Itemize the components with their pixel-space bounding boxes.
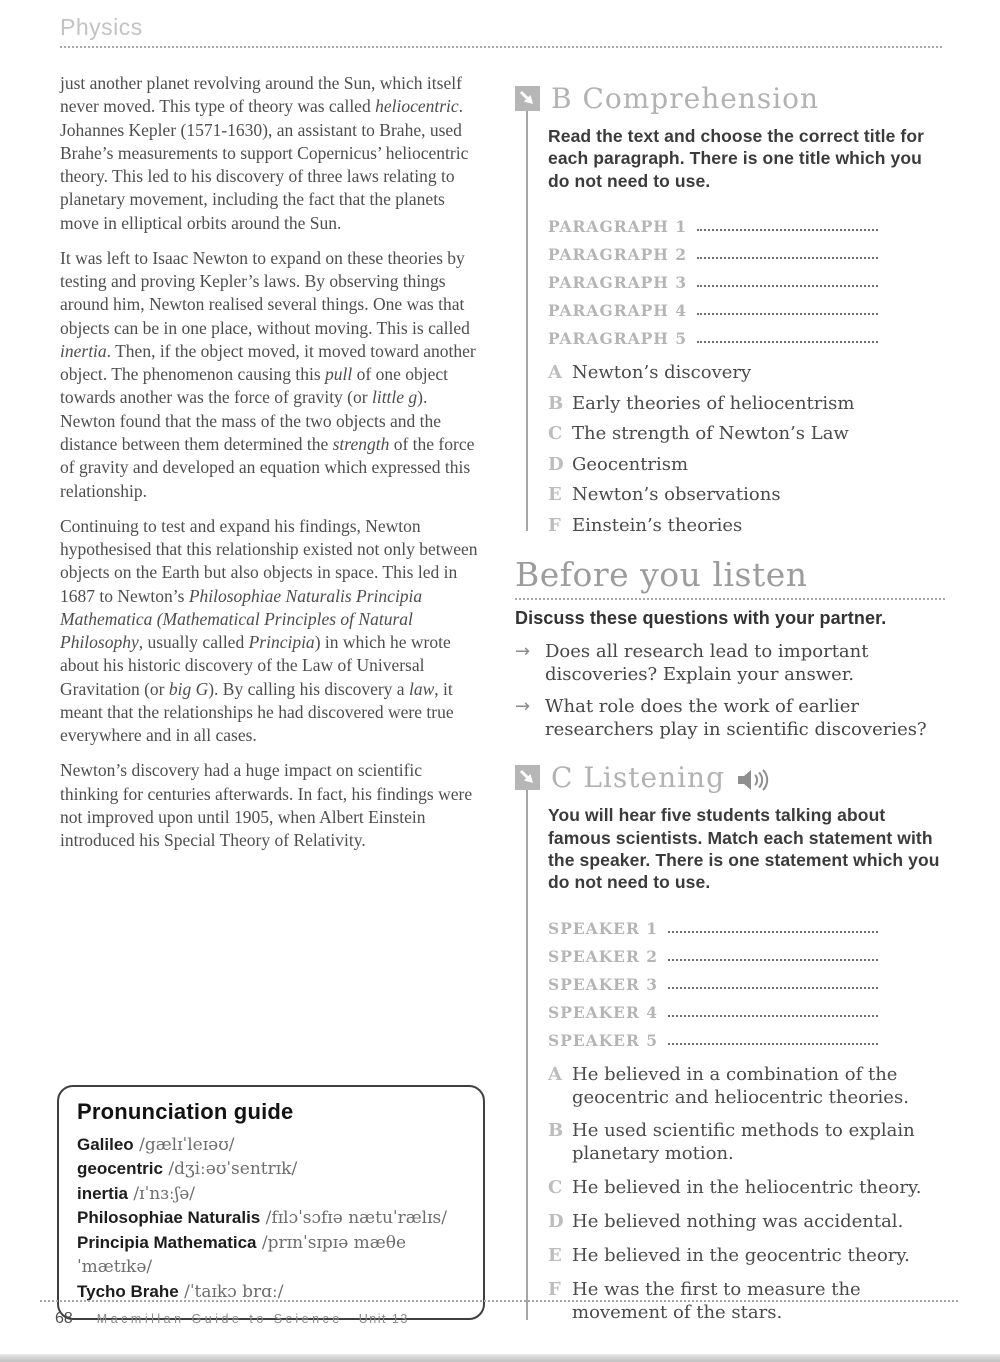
answer-blank-label: SPEAKER 1 — [548, 918, 659, 938]
pronunciation-word: Tycho Brahe — [77, 1281, 179, 1301]
answer-blank-label: SPEAKER 4 — [548, 1002, 659, 1022]
speaker-icon — [737, 767, 777, 793]
answer-blank-row — [548, 966, 878, 994]
exercise-column — [515, 82, 947, 1335]
dotted-rule — [60, 46, 942, 48]
answer-blank-line — [668, 1043, 878, 1045]
answer-blank-row — [548, 208, 878, 236]
option-item — [548, 515, 947, 538]
title-options-list — [548, 362, 947, 537]
answer-blank-label: PARAGRAPH 3 — [548, 273, 688, 293]
reading-passage — [60, 72, 484, 865]
discussion-question — [515, 641, 947, 686]
option-text: The strength of Newton’s Law — [572, 423, 849, 445]
pronunciation-entry — [77, 1182, 465, 1206]
answer-blank-label: SPEAKER 2 — [548, 946, 659, 966]
option-item — [548, 393, 947, 416]
pronunciation-ipa: /prɪnˈsɪpɪə mæθeˈmætɪkə/ — [77, 1232, 407, 1278]
option-letter: A — [548, 362, 562, 384]
option-letter: D — [548, 453, 564, 475]
option-letter: F — [548, 514, 561, 536]
passage-paragraph: just another planet revolving around the Sun, which itself never moved. This type of theory was called heliocentric. Johannes Kepler (1571-1630), an assistant to Brahe, used Brahe’s measurements to support Copernicus’ heliocentric theory. This led to his discovery of three laws relating to planetary movement, including the fact that the planets move in elliptical orbits around the Sun. — [60, 73, 469, 233]
section-b-title: B Comprehension — [551, 82, 820, 115]
answer-blank-label: PARAGRAPH 1 — [548, 217, 688, 237]
option-text: Newton’s discovery — [572, 362, 752, 384]
option-item — [548, 1120, 947, 1166]
option-item — [548, 362, 947, 385]
pronunciation-word: Principia Mathematica — [77, 1232, 257, 1252]
unit-label: Unit 13 — [358, 1312, 409, 1326]
arrow-right-icon: → — [515, 641, 531, 663]
answer-blank-line — [697, 313, 878, 315]
option-item — [548, 454, 947, 477]
answer-blank-row — [548, 938, 878, 966]
pronunciation-guide-box — [57, 1085, 485, 1320]
pronunciation-word: geocentric — [77, 1159, 163, 1179]
answer-blank-line — [668, 959, 878, 961]
option-item — [548, 1064, 947, 1110]
option-item — [548, 484, 947, 507]
pronunciation-ipa: /fɪlɔˈsɔfɪə nætuˈrælɪs/ — [260, 1208, 448, 1229]
answer-blank-row — [548, 320, 878, 348]
pronunciation-entry — [77, 1157, 465, 1181]
pronunciation-entry — [77, 1133, 465, 1157]
answer-blank-row — [548, 1022, 878, 1050]
answer-blank-line — [697, 285, 878, 287]
answer-blank-label: PARAGRAPH 5 — [548, 329, 688, 349]
section-listening — [515, 761, 947, 1324]
answer-blank-label: PARAGRAPH 4 — [548, 301, 688, 321]
option-letter: A — [548, 1063, 562, 1085]
option-text: Geocentrism — [572, 453, 689, 475]
pronunciation-entries — [77, 1133, 465, 1304]
answer-blank-row — [548, 236, 878, 264]
before-you-listen — [515, 555, 947, 741]
reading-paragraphs — [60, 72, 484, 853]
option-text: Newton’s observations — [572, 484, 781, 506]
book-title: Macmillan Guide to Science — [96, 1312, 343, 1326]
answer-blank-row — [548, 910, 878, 938]
option-text: Einstein’s theories — [572, 514, 743, 536]
pronunciation-ipa: /ɪˈnɜːʃə/ — [128, 1183, 196, 1204]
section-guide-line — [526, 788, 528, 1320]
section-marker-icon — [515, 765, 540, 790]
section-c-title: C Listening — [551, 761, 726, 795]
section-comprehension — [515, 82, 947, 537]
speaker-answer-blanks — [548, 910, 878, 1050]
passage-paragraph: Continuing to test and expand his findings, Newton hypothesised that this relationship existed not only between objects on the Earth but also objects in space. This led in 1687 to Newton’s Philosophiae Naturalis Principia Mathematica (Mathematical Principles of Natural Philosophy, usually called Principia) in which he wrote about his historic discovery of the Law of Universal Gravitation (or big G). By calling his discovery a law, it meant that the relationships he had discovered were true everywhere and in all cases. — [60, 515, 478, 746]
answer-blank-line — [697, 341, 878, 343]
section-b-header — [515, 82, 947, 115]
comprehension-instructions: Read the text and choose the correct title for each paragraph. There is one title which you do not need to use. — [548, 126, 925, 191]
option-item — [548, 1211, 947, 1234]
option-letter: C — [548, 1177, 563, 1199]
pronunciation-guide-title: Pronunciation guide — [77, 1099, 294, 1124]
pronunciation-word: Philosophiae Naturalis — [77, 1208, 261, 1228]
dotted-rule — [40, 1300, 958, 1302]
answer-blank-label: PARAGRAPH 2 — [548, 245, 688, 265]
option-text: He believed nothing was accidental. — [572, 1211, 904, 1233]
section-guide-line — [526, 109, 528, 531]
question-text: What role does the work of earlier researchers play in scientific discoveries? — [545, 696, 927, 740]
option-text: He believed in a combination of the geocentric and heliocentric theories. — [572, 1063, 909, 1108]
listening-instructions: You will hear five students talking about famous scientists. Match each statement with the speaker. There is one statement which you do not need to use. — [548, 805, 940, 893]
discussion-question — [515, 696, 947, 741]
option-letter: F — [548, 1278, 561, 1300]
passage-paragraph: Newton’s discovery had a huge impact on scientific thinking for centuries afterwards. In fact, his findings were not improved upon until 1905, when Albert Einstein introduced his Special Theory of Relativity. — [60, 760, 473, 851]
option-letter: E — [548, 484, 562, 506]
option-text: Early theories of heliocentrism — [572, 392, 855, 414]
discussion-questions — [515, 641, 947, 741]
page-footer — [55, 1310, 409, 1328]
option-letter: B — [548, 1120, 564, 1142]
option-letter: B — [548, 392, 564, 414]
before-you-listen-instructions: Discuss these questions with your partner. — [515, 608, 887, 629]
pronunciation-entry — [77, 1231, 465, 1280]
option-item — [548, 423, 947, 446]
answer-blank-row — [548, 994, 878, 1022]
option-text: He used scientific methods to explain planetary motion. — [572, 1120, 915, 1165]
option-text: He was the first to measure the movement of the stars. — [572, 1278, 861, 1323]
pronunciation-entry — [77, 1206, 465, 1230]
dotted-rule — [515, 598, 945, 600]
option-text: He believed in the heliocentric theory. — [572, 1177, 922, 1199]
page-title: Physics — [60, 14, 143, 40]
option-item — [548, 1177, 947, 1200]
answer-blank-line — [668, 931, 878, 933]
pronunciation-word: Galileo — [77, 1135, 134, 1154]
answer-blank-line — [697, 229, 878, 231]
answer-blank-label: SPEAKER 3 — [548, 974, 659, 994]
answer-blank-row — [548, 292, 878, 320]
option-letter: E — [548, 1244, 562, 1266]
section-c-header — [515, 761, 947, 794]
arrow-right-icon: → — [515, 696, 531, 718]
answer-blank-line — [668, 987, 878, 989]
option-letter: D — [548, 1211, 564, 1233]
pronunciation-ipa: /dʒiːəʊˈsentrɪk/ — [162, 1159, 298, 1180]
answer-blank-label: SPEAKER 5 — [548, 1030, 659, 1050]
passage-paragraph: It was left to Isaac Newton to expand on these theories by testing and proving Kepler’s laws. By observing things around him, Newton realised several things. One was that objects can be in one place, without moving. This is called inertia. Then, if the object moved, it moved toward another object. The phenomenon causing this pull of one object towards another was the force of gravity (or little g). Newton found that the mass of the two objects and the distance between them determined the strength of the force of gravity and developed an equation which expressed this relationship. — [60, 247, 476, 501]
page-edge — [0, 1354, 1000, 1362]
option-letter: C — [548, 423, 563, 445]
option-text: He believed in the geocentric theory. — [572, 1244, 910, 1266]
section-marker-icon — [515, 86, 540, 111]
answer-blank-row — [548, 264, 878, 292]
question-text: Does all research lead to important discoveries? Explain your answer. — [545, 641, 869, 685]
before-you-listen-title: Before you listen — [515, 555, 808, 595]
answer-blank-line — [697, 257, 878, 259]
statement-options-list — [548, 1064, 947, 1325]
pronunciation-ipa: /ˈtaɪkɔ brɑː/ — [178, 1281, 284, 1302]
page-number: 68 — [55, 1310, 73, 1327]
pronunciation-ipa: /gælɪˈleɪəʊ/ — [133, 1135, 235, 1155]
pronunciation-word: inertia — [77, 1183, 129, 1203]
paragraph-answer-blanks — [548, 208, 878, 348]
option-item — [548, 1245, 947, 1268]
answer-blank-line — [668, 1015, 878, 1017]
